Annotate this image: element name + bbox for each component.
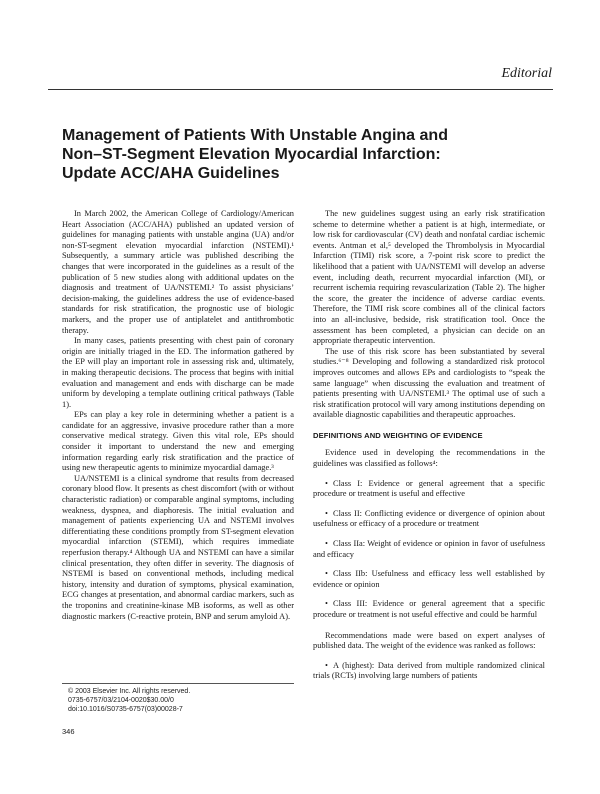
body-paragraph: In many cases, patients presenting with chest pain of coronary origin are initially triaged in the ED. The information gathered by the EP will play an important role in assessing risk and, ultimately, in making therapeutic decisions. The process that begins with initial evaluation and management and ends with discharge can be made uniform by developing a template outlining critical pathways (Table 1).	[62, 336, 294, 409]
list-item	[313, 509, 545, 530]
list-item-text: Class II: Conflicting evidence or divergence of opinion about usefulness or efficacy of a procedure or treatment	[313, 508, 545, 529]
list-item	[313, 479, 545, 500]
list-item	[313, 661, 545, 682]
bullet-icon: •	[325, 539, 328, 549]
bullet-icon: •	[325, 508, 328, 518]
list-item	[313, 569, 545, 590]
bullet-icon: •	[325, 599, 328, 609]
evidence-weight-list	[313, 661, 545, 682]
issn-text: 0735-6757/03/2104-0020$30.00/0	[68, 697, 174, 704]
bullet-icon: •	[325, 569, 328, 579]
list-item	[313, 599, 545, 620]
body-paragraph: UA/NSTEMI is a clinical syndrome that results from decreased coronary blood flow. It presents as chest discomfort (with or without characteristic radiation) or comparable anginal symptoms, including weakness, dyspnea, and diaphoresis. The initial evaluation and management of patients experiencing UA and NSTEMI involves differentiating these conditions promptly from ST-segment elevation myocardial infarction (STEMI), which requires immediate reperfusion therapy.⁴ Although UA and NSTEMI can have a similar clinical presentation, they often differ in severity. The diagnosis of NSTEMI is based on conventional methods, including medical history, intensity and duration of symptoms, physical examination, ECG changes at presentation, and abnormal cardiac markers, such as the troponins and creatinine-kinase MB isoforms, as well as other diagnostic markers (C-reactive protein, BNP and serum amyloid A).	[62, 473, 294, 621]
list-item-text: Class IIb: Usefulness and efficacy less well established by evidence or opinion	[313, 569, 545, 589]
copyright-text: © 2003 Elsevier Inc. All rights reserved.	[68, 688, 191, 695]
section-label: Editorial	[501, 66, 552, 81]
section-heading: DEFINITIONS AND WEIGHTING OF EVIDENCE	[313, 430, 483, 440]
weight-intro: Recommendations made were based on expert analyses of published data. The weight of the evidence was ranked as follows:	[313, 630, 545, 651]
article-title: Management of Patients With Unstable Angina and Non–ST-Segment Elevation Myocardial Infarction: Update ACC/AHA Guidelines	[62, 127, 448, 182]
section-intro: Evidence used in developing the recommendations in the guidelines was classified as follows⁴:	[313, 448, 545, 469]
body-paragraph: EPs can play a key role in determining whether a patient is a candidate for an aggressive, invasive procedure rather than a more conservative medical strategy. Given this vital role, EPs should consider it important to understand the new and emerging information regarding early risk stratification and the practice of using new therapeutic agents to minimize myocardial damage.³	[62, 410, 294, 473]
page-number: 346	[62, 727, 75, 736]
list-item	[313, 539, 545, 560]
header-rule	[48, 89, 553, 90]
body-paragraph: The new guidelines suggest using an early risk stratification scheme to determine whether a patient is at high, intermediate, or low risk for cardiovascular (CV) death and nonfatal cardiac ischemic events. Antman et al,⁵ developed the Thrombolysis in Myocardial Infarction (TIMI) risk score, a 7-point risk score to predict the likelihood that a patient with UA/NSTEMI will develop an adverse event, including death, recurrent myocardial infarction (MI), or recurrent ischemia requiring revascularization (Table 2). The higher the score, the greater the incidence of adverse cardiac events. Therefore, the TIMI risk score combines all of the clinical factors into an all-inclusive, bedside, risk stratification tool. Once the assessment has been completed, a physician can decide on an appropriate therapeutic intervention.	[313, 209, 545, 346]
evidence-class-list	[313, 479, 545, 621]
bullet-icon: •	[325, 660, 328, 670]
left-column	[62, 209, 294, 679]
copyright-footer	[62, 683, 294, 714]
right-column	[313, 209, 545, 729]
doi-text: doi:10.1016/S0735-6757(03)00028-7	[68, 706, 183, 713]
body-paragraph: In March 2002, the American College of Cardiology/American Heart Association (ACC/AHA) published an updated version of guidelines for managing patients with unstable angina (UA) and/or non-ST-segment elevation myocardial infarction (NSTEMI).¹ Subsequently, a summary article was published describing the changes that were incorporated in the guidelines as a result of the publication of 5 new studies along with additional updates on the diagnosis and treatment of UA/NSTEMI.² To assist physicians’ decision-making, the guidelines address the use of evidence-based standards for risk stratification, the prognostic use of biologic markers, and the proper use of antiplatelet and antithrombotic therapy.	[62, 209, 294, 335]
bullet-icon: •	[325, 478, 328, 488]
list-item-text: Class IIa: Weight of evidence or opinion in favor of usefulness and efficacy	[313, 539, 545, 559]
list-item-text: Class III: Evidence or general agreement that a specific procedure or treatment is not useful effective and could be harmful	[313, 599, 545, 619]
list-item-text: Class I: Evidence or general agreement that a specific procedure or treatment is useful and effective	[313, 478, 545, 499]
body-paragraph: The use of this risk score has been substantiated by several studies.⁶⁻⁸ Developing and following a standardized risk protocol improves outcomes and allows EPs and cardiologists to “speak the same language” when discussing the evaluation and treatment of patients presenting with UA/NSTEMI.³ The optimal use of such a risk stratification protocol will vary among institutions depending on available diagnostic capabilities and therapeutic approaches.	[313, 346, 545, 420]
list-item-text: A (highest): Data derived from multiple randomized clinical trials (RCTs) involving large numbers of patients	[313, 660, 545, 681]
